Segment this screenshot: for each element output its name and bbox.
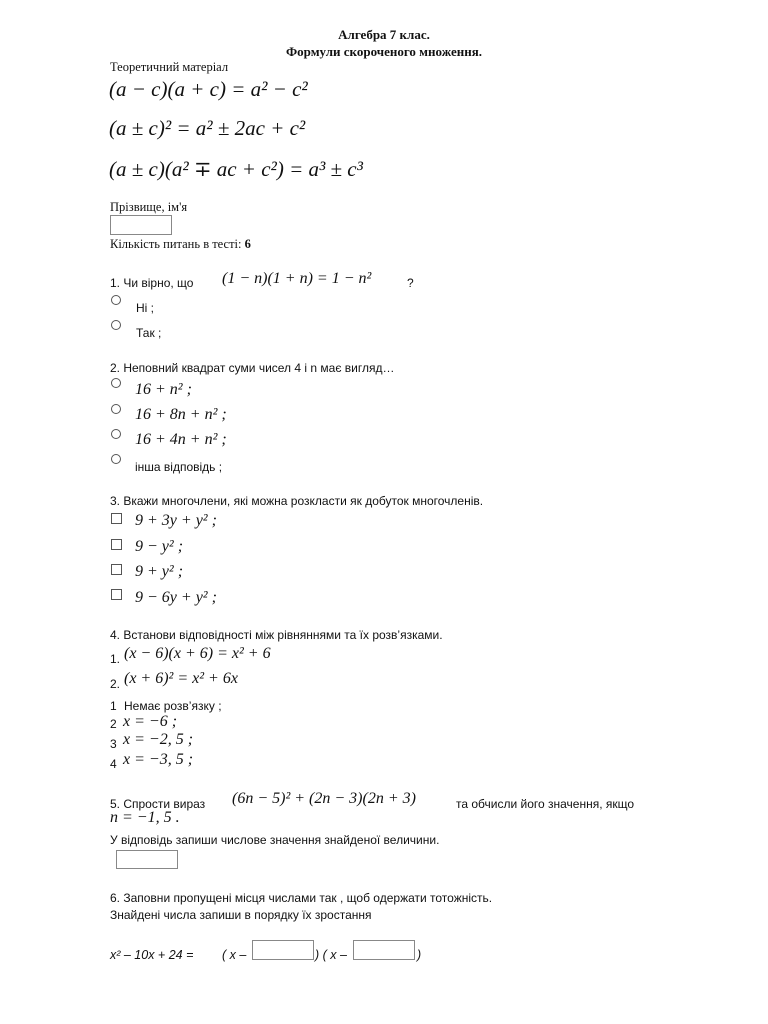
q3-text: 3. Вкажи многочлени, які можна розкласти як добуток многочленів. [110,494,484,508]
q2-option-4-radio[interactable] [111,454,121,464]
q1-option-2-label: Так ; [136,326,162,340]
q1-option-1-label: Ні ; [136,301,154,315]
q2-option-1-label: 16 + n² ; [135,381,192,398]
q4-text: 4. Встанови відповідності між рівняннями та їх розв’язками. [110,628,443,642]
q4-answer-4: x = −3, 5 ; [123,751,194,768]
q6-close-paren: ) [417,948,422,962]
q4-equation-2-num: 2. [110,677,121,691]
name-label: Прізвище, ім'я [110,200,188,214]
theory-formula-2: (a ± c)² = a² ± 2ac + c² [109,116,306,140]
q3-option-1-checkbox[interactable] [111,513,122,524]
q5-instruction: У відповідь запиши числове значення знайденої величини. [110,833,440,847]
q2-option-1-radio[interactable] [111,378,121,388]
q4-answer-2: x = −6 ; [123,713,178,730]
q6-mid-paren: ) ( x – [315,948,347,962]
q2-option-3-radio[interactable] [111,429,121,439]
question-count-value: 6 [244,237,251,251]
q3-option-2-label: 9 − y² ; [135,538,184,555]
q1-text: 1. Чи вірно, що [110,276,194,290]
q6-text2: Знайдені числа запиши в порядку їх зростання [110,908,372,922]
doc-title-line2: Формули скороченого множення. [286,44,482,59]
q4-answer-2-num: 2 [110,717,117,731]
q1-suffix: ? [407,276,414,290]
question-count-label: Кількість питань в тесті: [110,237,245,251]
q5-condition: n = −1, 5 . [110,809,180,826]
q4-answer-1-num: 1 [110,699,117,713]
q2-option-2-radio[interactable] [111,404,121,414]
q6-blank-2-input[interactable] [353,940,415,960]
q4-equation-1: (x − 6)(x + 6) = x² + 6 [124,645,271,662]
q4-answer-1: Немає розв’язку ; [124,699,222,713]
q6-lhs: x² – 10x + 24 = [110,948,194,962]
q5-text2: та обчисли його значення, якщо [456,797,635,811]
q1-formula: (1 − n)(1 + n) = 1 − n² [222,270,372,287]
theory-formula-1: (a − c)(a + c) = a² − c² [109,77,308,101]
q4-equation-2: (x + 6)² = x² + 6x [124,670,238,687]
q2-option-2-label: 16 + 8n + n² ; [135,406,227,423]
doc-title-line1: Алгебра 7 клас. [338,27,430,42]
q6-open-paren: ( x – [222,948,247,962]
q2-text: 2. Неповний квадрат суми чисел 4 і n має вигляд… [110,361,395,375]
q2-option-3-label: 16 + 4n + n² ; [135,431,227,448]
q5-answer-input[interactable] [116,850,178,869]
q1-option-1-radio[interactable] [111,295,121,305]
q4-answer-3: x = −2, 5 ; [123,731,194,748]
q3-option-3-checkbox[interactable] [111,564,122,575]
q1-option-2-radio[interactable] [111,320,121,330]
q3-option-3-label: 9 + y² ; [135,563,184,580]
q5-formula: (6n − 5)² + (2n − 3)(2n + 3) [232,790,416,807]
q6-blank-1-input[interactable] [252,940,314,960]
theory-formula-3: (a ± c)(a² ∓ ac + c²) = a³ ± c³ [109,157,363,181]
q5-text: 5. Спрости вираз [110,797,206,811]
q3-option-1-label: 9 + 3y + y² ; [135,512,217,529]
q3-option-4-checkbox[interactable] [111,589,122,600]
q4-answer-3-num: 3 [110,737,117,751]
q2-option-4-label: інша відповідь ; [135,460,223,474]
q3-option-4-label: 9 − 6y + y² ; [135,589,217,606]
theory-label: Теоретичний матеріал [110,60,229,74]
q6-text: 6. Заповни пропущені місця числами так , щоб одержати тотожність. [110,891,493,905]
name-input[interactable] [110,215,172,235]
q3-option-2-checkbox[interactable] [111,539,122,550]
q4-equation-1-num: 1. [110,652,121,666]
question-count [110,237,251,252]
q4-answer-4-num: 4 [110,757,117,771]
